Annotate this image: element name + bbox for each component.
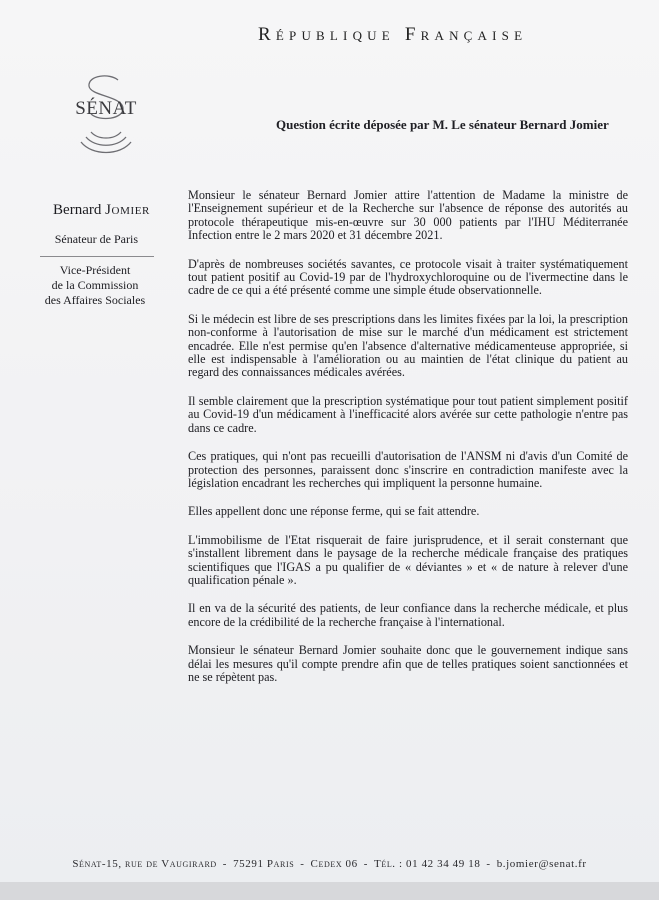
paragraph: Monsieur le sénateur Bernard Jomier attire l'attention de Madame la ministre de l'Enseignement supérieur et de la Recherche sur l'absence de réponse des autorités au protocole thérapeutique mis-en-œuvre sur 30 000 patients par l'IHU Méditerranée Infection entre le 2 mars 2020 et 31 décembre 2021. xyxy=(188,188,628,243)
sidebar-divider xyxy=(40,256,154,257)
senat-logo xyxy=(60,74,152,156)
senator-name xyxy=(38,202,150,219)
footer-cedex: Cedex 06 xyxy=(310,858,358,870)
footer-street: -15, rue de Vaugirard xyxy=(101,858,217,870)
paragraph: Il en va de la sécurité des patients, de leur confiance dans la recherche médicale, et plus encore de la crédibilité de la recherche française à l'international. xyxy=(188,601,628,629)
paragraph: D'après de nombreuses sociétés savantes, ce protocole visait à traiter systématiquement tout patient positif au Covid-19 par de l'hydroxychloroquine ou de l'ivermectine dans le cadre de ce qui a été présenté comme une simple étude observationnelle. xyxy=(188,256,628,298)
logo-text: SÉNAT xyxy=(75,98,137,119)
page-bottom-edge xyxy=(0,882,659,900)
footer-address: Sénat-15, rue de Vaugirard - 75291 Paris - Cedex 06 - Tél. : 01 42 34 49 18 - b.jomier@senat.fr xyxy=(72,858,587,870)
paragraph: Ces pratiques, qui n'ont pas recueilli d'autorisation de l'ANSM ni d'avis d'un Comité de protection des personnes, paraissent donc s'inscrire en contradiction manifeste avec la législation encadrant les recherches qui impliquent la personne humaine. xyxy=(188,449,628,490)
senator-role: Sénateur de Paris xyxy=(54,232,138,246)
footer-institution: Sénat xyxy=(72,858,102,870)
paragraph: Si le médecin est libre de ses prescriptions dans les limites fixées par la loi, la prescription non-conforme à l'autorisation de mise sur le marché d'un médicament est strictement encadrée. Elle n'est permise qu'en l'absence d'alternative médicamenteuse appropriée, si elle est indispensable à l'amélioration ou au maintien de l'état clinique du patient au regard des connaissances médicales avérées. xyxy=(188,311,628,380)
vp-line: des Affaires Sociales xyxy=(44,293,146,307)
senator-first-name: Bernard xyxy=(53,202,102,218)
footer-email[interactable]: b.jomier@senat.fr xyxy=(496,858,587,870)
vp-line: Vice-Président xyxy=(59,263,131,277)
paragraph: Elles appellent donc une réponse ferme, qui se fait attendre. xyxy=(188,504,480,519)
footer-city: 75291 Paris xyxy=(233,858,295,870)
republique-francaise-heading: République Française xyxy=(258,24,528,45)
senator-last-name: Jomier xyxy=(105,202,150,218)
paragraph: Il semble clairement que la prescription systématique pour tout patient simplement positif au Covid-19 d'un médicament à l'inefficacité alors avérée sur cette pathologie n'entre pas dans ce cadre. xyxy=(188,393,628,435)
letter-body xyxy=(188,189,628,699)
vp-line: de la Commission xyxy=(51,278,139,292)
question-title: Question écrite déposée par M. Le sénateur Bernard Jomier xyxy=(276,117,609,132)
footer-phone: Tél. : 01 42 34 49 18 xyxy=(374,858,481,870)
paragraph: Monsieur le sénateur Bernard Jomier souhaite donc que le gouvernement indique sans délai les mesures qu'il compte prendre afin que de telles pratiques soient sanctionnées et ne se répètent pas. xyxy=(188,643,628,684)
paragraph: L'immobilisme de l'Etat risquerait de faire jurisprudence, et il serait consternant que s'installent librement dans le paysage de la recherche médicale française des pratiques scientifiques que l'IGAS a pu qualifier de « déviantes » et « de nature à relever d'une qualification pénale ». xyxy=(188,532,628,587)
vice-president-block xyxy=(32,263,158,308)
